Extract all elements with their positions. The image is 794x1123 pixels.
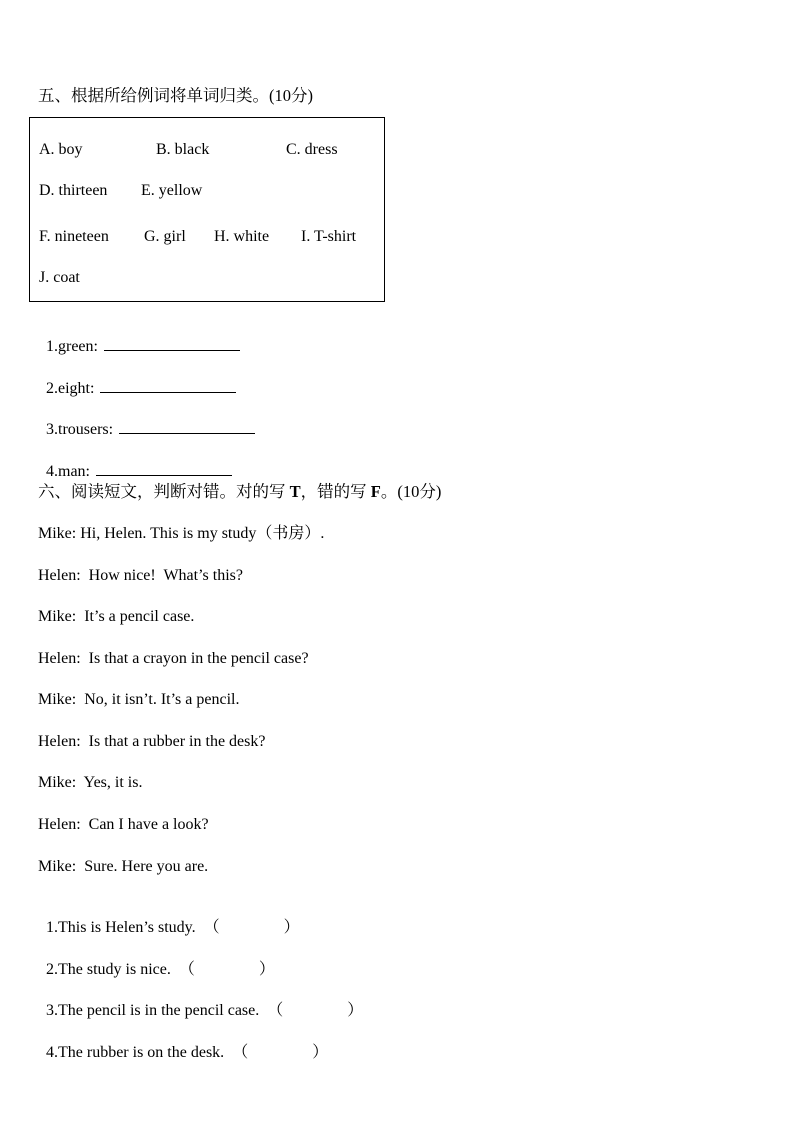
option-i: I. T-shirt	[301, 228, 357, 245]
classify-question-1	[38, 316, 240, 357]
tf-statement-2	[38, 940, 275, 980]
classify-question-4	[38, 441, 232, 482]
dialogue-line: Mike: Hi, Helen. This is my study（书房）.	[38, 525, 325, 542]
tf-statement-3	[38, 981, 363, 1021]
title-text: ，错的写	[300, 482, 371, 501]
question-label: 1.green:	[46, 338, 98, 355]
option-g: G. girl	[144, 228, 186, 245]
paren-close: ）	[312, 1044, 329, 1061]
answer-paren-2[interactable]	[179, 960, 275, 980]
option-a: A. boy	[39, 141, 83, 158]
classify-question-3	[38, 399, 255, 440]
paren-open: （	[267, 1002, 284, 1019]
answer-blank-2[interactable]	[100, 378, 236, 393]
paren-open: （	[232, 1044, 249, 1061]
paren-close: ）	[347, 1002, 364, 1019]
option-h: H. white	[214, 228, 270, 245]
question-label: 3.trousers:	[46, 421, 114, 438]
paren-close: ）	[283, 919, 300, 936]
paren-open: （	[178, 961, 195, 978]
option-j: J. coat	[39, 269, 80, 286]
dialogue-line: Mike: It’s a pencil case.	[38, 608, 195, 625]
dialogue-line: Mike: Yes, it is.	[38, 774, 143, 791]
dialogue-line: Helen: Can I have a look?	[38, 816, 209, 833]
dialogue-line: Mike: No, it isn’t. It’s a pencil.	[38, 691, 240, 708]
question-label: 4.man:	[46, 463, 90, 480]
answer-blank-1[interactable]	[104, 336, 240, 351]
word-options-box	[29, 117, 385, 302]
section6-title	[38, 482, 441, 502]
dialogue-line: Mike: Sure. Here you are.	[38, 858, 209, 875]
question-label: 2.eight:	[46, 380, 95, 397]
paren-close: ）	[258, 961, 275, 978]
statement-text: 2.The study is nice.	[46, 961, 171, 978]
option-c: C. dress	[286, 141, 338, 158]
answer-paren-3[interactable]	[267, 1001, 363, 1021]
title-text: 六、阅读短文，判断对错。对的写	[38, 482, 290, 501]
statement-text: 4.The rubber is on the desk.	[46, 1044, 225, 1061]
title-text: 。(10分)	[380, 482, 442, 501]
classify-question-2	[38, 358, 236, 399]
tf-statement-4	[38, 1023, 328, 1063]
answer-blank-4[interactable]	[96, 461, 232, 476]
title-t: T	[289, 482, 301, 501]
dialogue-line: Helen: How nice! What’s this?	[38, 567, 243, 584]
statement-text: 1.This is Helen’s study.	[46, 919, 196, 936]
title-f: F	[370, 482, 381, 501]
option-e: E. yellow	[141, 182, 203, 199]
option-f: F. nineteen	[39, 228, 109, 245]
tf-statement-1	[38, 898, 300, 938]
dialogue-line: Helen: Is that a rubber in the desk?	[38, 733, 266, 750]
statement-text: 3.The pencil is in the pencil case.	[46, 1002, 260, 1019]
option-b: B. black	[156, 141, 210, 158]
answer-paren-4[interactable]	[232, 1043, 328, 1063]
paren-open: （	[203, 919, 220, 936]
answer-paren-1[interactable]	[204, 918, 300, 938]
option-d: D. thirteen	[39, 182, 108, 199]
section5-title: 五、根据所给例词将单词归类。(10分)	[38, 86, 313, 105]
answer-blank-3[interactable]	[119, 419, 255, 434]
dialogue-line: Helen: Is that a crayon in the pencil case?	[38, 650, 309, 667]
